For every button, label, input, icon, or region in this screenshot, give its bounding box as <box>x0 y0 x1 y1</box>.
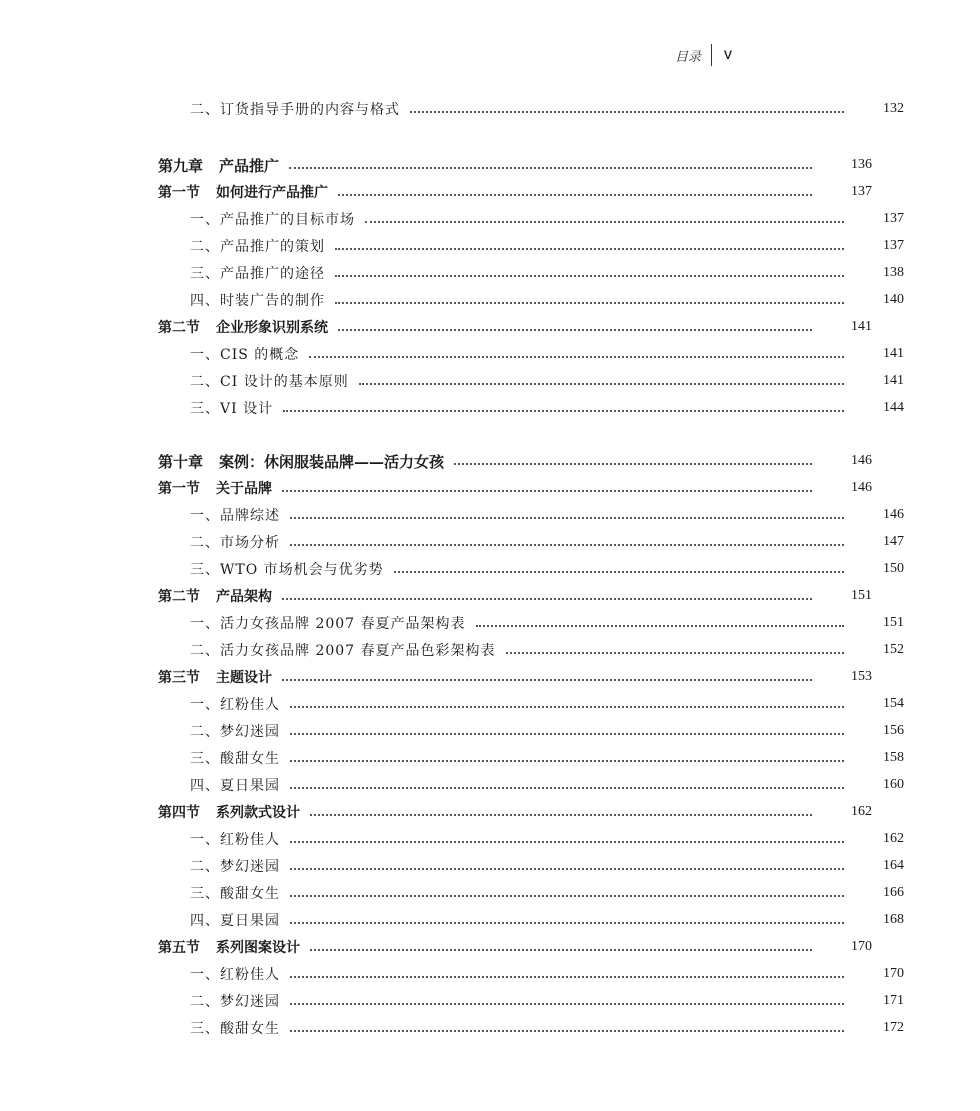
toc-page-number: 168 <box>883 912 904 927</box>
toc-item[interactable] <box>0 395 980 421</box>
toc-page-number: 153 <box>851 669 872 684</box>
toc-page-number: 162 <box>883 831 904 846</box>
dot-leader <box>338 329 812 331</box>
toc-page-number: 137 <box>883 238 904 253</box>
toc-entry-label <box>158 586 272 606</box>
toc-page-number: 146 <box>883 507 904 522</box>
toc-item[interactable] <box>0 287 980 313</box>
toc-item[interactable] <box>0 745 980 771</box>
dot-leader <box>290 895 844 897</box>
toc-entry-label <box>158 478 272 498</box>
toc-entry-label <box>158 937 300 957</box>
dot-leader <box>282 679 812 681</box>
toc-entry-heading: 第四节 <box>158 805 200 821</box>
page-number: v <box>724 46 732 63</box>
dot-leader <box>338 194 812 196</box>
toc-page-number: 147 <box>883 534 904 549</box>
header-divider <box>711 44 712 66</box>
toc-entry-heading: 二、产品推广的策划 <box>190 239 325 255</box>
toc-item[interactable] <box>0 96 980 122</box>
dot-leader <box>289 167 812 169</box>
toc-item[interactable] <box>0 880 980 906</box>
toc-entry-heading: 二、活力女孩品牌 2007 春夏产品色彩架构表 <box>190 643 496 659</box>
toc-chapter[interactable] <box>0 152 948 178</box>
dot-leader <box>365 221 844 223</box>
toc-item[interactable] <box>0 556 980 582</box>
toc-entry-heading: 第九章 <box>158 156 204 175</box>
toc-page-number: 158 <box>883 750 904 765</box>
dot-leader <box>282 598 812 600</box>
toc-entry-label <box>190 640 496 660</box>
toc-entry-label <box>158 182 328 202</box>
toc-section[interactable] <box>0 799 948 825</box>
running-header <box>675 44 732 66</box>
toc-entry-heading: 二、梦幻迷园 <box>190 859 280 875</box>
toc-entry-heading: 四、夏日果园 <box>190 913 280 929</box>
toc-entry-title: 系列款式设计 <box>216 805 300 821</box>
toc-item[interactable] <box>0 988 980 1014</box>
toc-item[interactable] <box>0 610 980 636</box>
dot-leader <box>310 949 812 951</box>
toc-entry-heading: 四、夏日果园 <box>190 778 280 794</box>
toc-page-number: 140 <box>883 292 904 307</box>
toc-entry-heading: 第三节 <box>158 670 200 686</box>
toc-entry-heading: 一、红粉佳人 <box>190 832 280 848</box>
dot-leader <box>290 544 844 546</box>
toc-entry-label <box>190 856 280 876</box>
toc-page-number: 136 <box>851 157 872 172</box>
dot-leader <box>335 302 844 304</box>
toc-entry-label <box>190 263 325 283</box>
toc-item[interactable] <box>0 233 980 259</box>
toc-entry-heading: 二、梦幻迷园 <box>190 724 280 740</box>
toc-entry-heading: 二、订货指导手册的内容与格式 <box>190 102 400 118</box>
toc-entry-label <box>190 344 299 364</box>
toc-entry-label <box>158 155 279 176</box>
toc-entry-heading: 第五节 <box>158 940 200 956</box>
toc-entry-heading: 三、酸甜女生 <box>190 751 280 767</box>
toc-page-number: 137 <box>883 211 904 226</box>
toc-item[interactable] <box>0 853 980 879</box>
toc-entry-label <box>190 532 280 552</box>
toc-entry-label <box>158 667 272 687</box>
toc-entry-heading: 三、酸甜女生 <box>190 1021 280 1037</box>
dot-leader <box>310 814 812 816</box>
toc-page-number: 164 <box>883 858 904 873</box>
dot-leader <box>290 517 844 519</box>
dot-leader <box>290 976 844 978</box>
toc-entry-label <box>190 290 325 310</box>
toc-page-number: 160 <box>883 777 904 792</box>
toc-entry-title: 主题设计 <box>216 670 272 686</box>
toc-section[interactable] <box>0 934 948 960</box>
toc-entry-title: 案例：休闲服装品牌——活力女孩 <box>219 452 445 471</box>
toc-item[interactable] <box>0 368 980 394</box>
toc-entry-label <box>190 883 280 903</box>
toc-section[interactable] <box>0 475 948 501</box>
toc-page-number: 170 <box>883 966 904 981</box>
toc-entry-heading: 二、CI 设计的基本原则 <box>190 374 349 390</box>
toc-item[interactable] <box>0 206 980 232</box>
toc-item[interactable] <box>0 907 980 933</box>
dot-leader <box>359 383 844 385</box>
toc-page-number: 154 <box>883 696 904 711</box>
dot-leader <box>454 463 812 465</box>
toc-entry-title: 系列图案设计 <box>216 940 300 956</box>
toc-page-number: 138 <box>883 265 904 280</box>
toc-entry-title: 关于品牌 <box>216 481 272 497</box>
dot-leader <box>290 706 844 708</box>
toc-entry-label <box>190 236 325 256</box>
toc-page-number: 171 <box>883 993 904 1008</box>
toc-page-number: 146 <box>851 480 872 495</box>
toc-entry-heading: 一、红粉佳人 <box>190 697 280 713</box>
toc-entry-heading: 一、CIS 的概念 <box>190 347 300 363</box>
dot-leader <box>476 625 844 627</box>
toc-entry-title: 产品架构 <box>216 589 272 605</box>
toc-entry-label <box>190 398 273 418</box>
toc-section[interactable] <box>0 664 948 690</box>
toc-item[interactable] <box>0 260 980 286</box>
toc-entry-title: 企业形象识别系统 <box>216 320 328 336</box>
toc-item[interactable] <box>0 502 980 528</box>
toc-entry-label <box>158 802 300 822</box>
toc-page-number: 132 <box>883 101 904 116</box>
toc-entry-title: 产品推广 <box>219 156 280 175</box>
toc-entry-label <box>190 559 384 579</box>
toc-entry-heading: 第十章 <box>158 452 204 471</box>
toc-page-number: 144 <box>883 400 904 415</box>
toc-entry-label <box>190 1018 280 1038</box>
toc-page-number: 141 <box>851 319 872 334</box>
toc-page-number: 166 <box>883 885 904 900</box>
toc-chapter[interactable] <box>0 448 948 474</box>
toc-entry-label <box>190 775 280 795</box>
toc-entry-label <box>158 317 328 337</box>
dot-leader <box>290 841 844 843</box>
toc-item[interactable] <box>0 691 980 717</box>
toc-entry-heading: 第一节 <box>158 185 200 201</box>
toc-entry-heading: 第二节 <box>158 589 200 605</box>
toc-page-number: 172 <box>883 1020 904 1035</box>
dot-leader <box>290 922 844 924</box>
toc-entry-heading: 三、产品推广的途径 <box>190 266 325 282</box>
dot-leader <box>282 490 812 492</box>
toc-entry-label <box>190 99 400 119</box>
toc-entry-heading: 三、VI 设计 <box>190 401 274 417</box>
toc-page-number: 150 <box>883 561 904 576</box>
toc-entry-heading: 三、酸甜女生 <box>190 886 280 902</box>
toc-section[interactable] <box>0 314 948 340</box>
toc-entry-heading: 一、产品推广的目标市场 <box>190 212 355 228</box>
toc-section[interactable] <box>0 583 948 609</box>
toc-entry-label <box>190 829 280 849</box>
toc-entry-heading: 一、活力女孩品牌 2007 春夏产品架构表 <box>190 616 466 632</box>
dot-leader <box>290 1003 844 1005</box>
dot-leader <box>335 248 844 250</box>
dot-leader <box>335 275 844 277</box>
toc-page-number: 152 <box>883 642 904 657</box>
toc-entry-label <box>190 910 280 930</box>
toc-entry-label <box>190 613 466 633</box>
toc-entry-heading: 四、时装广告的制作 <box>190 293 325 309</box>
toc-item[interactable] <box>0 826 980 852</box>
toc-entry-title: 如何进行产品推广 <box>216 185 328 201</box>
toc-entry-label <box>190 209 355 229</box>
toc-entry-label <box>190 991 280 1011</box>
toc-entry-label <box>190 505 280 525</box>
toc-entry-heading: 三、WTO 市场机会与优劣势 <box>190 562 384 578</box>
toc-item[interactable] <box>0 529 980 555</box>
dot-leader <box>290 1030 844 1032</box>
toc-section[interactable] <box>0 179 948 205</box>
toc-entry-heading: 二、市场分析 <box>190 535 280 551</box>
header-title: 目录 <box>674 48 701 64</box>
dot-leader <box>394 571 844 573</box>
toc-page-number: 151 <box>883 615 904 630</box>
dot-leader <box>506 652 844 654</box>
toc-entry-label <box>190 694 280 714</box>
toc-item[interactable] <box>0 341 980 367</box>
toc-page-number: 170 <box>851 939 872 954</box>
toc-entry-label <box>190 964 280 984</box>
toc-page-number: 137 <box>851 184 872 199</box>
dot-leader <box>410 111 844 113</box>
dot-leader <box>290 868 844 870</box>
toc-item[interactable] <box>0 1015 980 1041</box>
toc-item[interactable] <box>0 772 980 798</box>
toc-entry-heading: 第一节 <box>158 481 200 497</box>
toc-page-number: 156 <box>883 723 904 738</box>
toc-page-number: 141 <box>883 373 904 388</box>
toc-item[interactable] <box>0 718 980 744</box>
toc-item[interactable] <box>0 637 980 663</box>
toc-entry-label <box>158 451 444 472</box>
toc-page-number: 146 <box>851 453 872 468</box>
toc-page-number: 141 <box>883 346 904 361</box>
toc-entry-label <box>190 748 280 768</box>
toc-entry-heading: 一、红粉佳人 <box>190 967 280 983</box>
dot-leader <box>290 760 844 762</box>
toc-entry-label <box>190 721 280 741</box>
toc-page-number: 151 <box>851 588 872 603</box>
dot-leader <box>309 356 844 358</box>
toc-entry-heading: 第二节 <box>158 320 200 336</box>
toc-entry-label <box>190 371 349 391</box>
toc-entry-heading: 一、品牌综述 <box>190 508 280 524</box>
dot-leader <box>283 410 844 412</box>
toc-entry-heading: 二、梦幻迷园 <box>190 994 280 1010</box>
toc-page-number: 162 <box>851 804 872 819</box>
dot-leader <box>290 733 844 735</box>
toc-item[interactable] <box>0 961 980 987</box>
dot-leader <box>290 787 844 789</box>
